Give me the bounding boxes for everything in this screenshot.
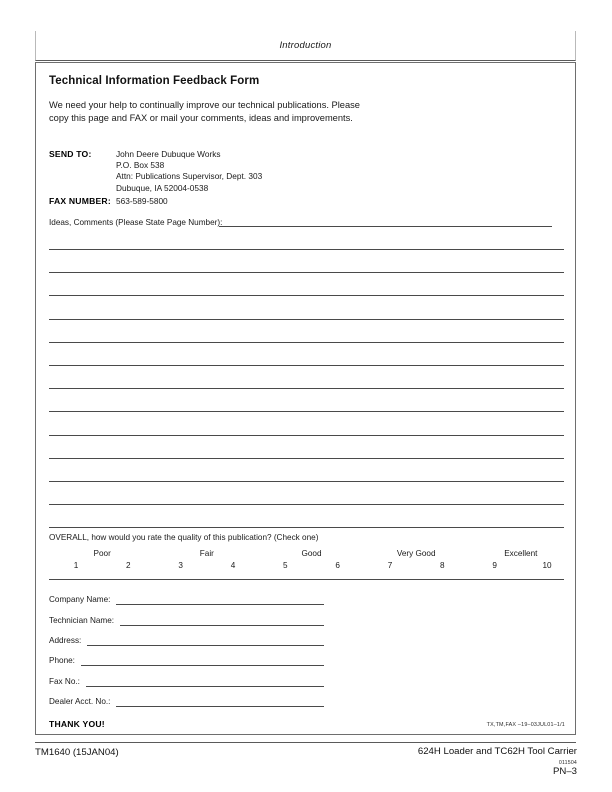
- rating-number-7[interactable]: 7: [387, 561, 393, 571]
- rating-number-10[interactable]: 10: [542, 561, 552, 571]
- overall-question: OVERALL, how would you rate the quality of this publication? (Check one): [49, 533, 319, 543]
- contact-field-rule[interactable]: [116, 604, 324, 605]
- address-line: Attn: Publications Supervisor, Dept. 303: [116, 171, 263, 182]
- comment-line[interactable]: [49, 319, 564, 320]
- thank-you-text: THANK YOU!: [49, 719, 105, 730]
- send-to-label: SEND TO:: [49, 149, 92, 159]
- comment-line[interactable]: [49, 435, 564, 436]
- ideas-comments-input-rule[interactable]: [219, 226, 552, 227]
- rating-number-8[interactable]: 8: [440, 561, 445, 571]
- footer-manual-number: TM1640 (15JAN04): [35, 747, 119, 758]
- contact-field-rule[interactable]: [81, 665, 324, 666]
- rating-number-5[interactable]: 5: [283, 561, 288, 571]
- comment-line[interactable]: [49, 272, 564, 273]
- fax-number-value: 563-589-5800: [116, 196, 168, 206]
- contact-field-label: Phone:: [49, 656, 75, 666]
- overall-section-divider-bottom: [49, 579, 564, 580]
- form-document-code: TX,TM,FAX –19–03JUL01–1/1: [486, 722, 565, 728]
- comment-line[interactable]: [49, 249, 564, 250]
- ideas-comments-label: Ideas, Comments (Please State Page Number):: [49, 218, 223, 227]
- running-head: [35, 31, 576, 61]
- rating-label-very-good: Very Good: [396, 549, 436, 559]
- feedback-form-box: [35, 62, 576, 735]
- contact-field-label: Fax No.:: [49, 676, 80, 686]
- rating-label-excellent: Excellent: [504, 549, 538, 559]
- contact-field-label: Company Name:: [49, 595, 111, 605]
- address-line: Dubuque, IA 52004-0538: [116, 182, 209, 193]
- rating-number-3[interactable]: 3: [178, 561, 183, 571]
- comment-line[interactable]: [49, 365, 564, 366]
- send-to-address: [116, 149, 262, 194]
- comment-line[interactable]: [49, 458, 564, 459]
- footer-divider: [35, 742, 576, 743]
- contact-field-rule[interactable]: [86, 686, 324, 687]
- rating-label-poor: Poor: [93, 549, 111, 559]
- contact-field-label: Dealer Acct. No.:: [49, 696, 111, 706]
- running-head-title: Introduction: [279, 40, 332, 51]
- rating-number-2[interactable]: 2: [126, 561, 131, 571]
- comment-line[interactable]: [49, 481, 564, 482]
- fax-number-label: FAX NUMBER:: [49, 196, 111, 206]
- rating-scale: [49, 549, 564, 579]
- contact-field-rule[interactable]: [120, 625, 324, 626]
- address-line: John Deere Dubuque Works: [116, 149, 221, 159]
- rating-number-4[interactable]: 4: [230, 561, 236, 571]
- comment-line[interactable]: [49, 411, 564, 412]
- form-title: Technical Information Feedback Form: [49, 75, 260, 87]
- footer-page-number: PN–3: [553, 766, 577, 777]
- comment-line[interactable]: [49, 504, 564, 505]
- comment-line[interactable]: [49, 342, 564, 343]
- contact-field-label: Address:: [49, 636, 82, 645]
- rating-number-6[interactable]: 6: [335, 561, 340, 571]
- rating-label-good: Good: [301, 549, 322, 559]
- rating-label-fair: Fair: [199, 549, 214, 559]
- comment-line[interactable]: [49, 295, 564, 296]
- contact-field-rule[interactable]: [87, 645, 324, 646]
- comment-line[interactable]: [49, 388, 564, 389]
- overall-section-divider-top: [49, 527, 564, 528]
- rating-number-9[interactable]: 9: [492, 561, 497, 571]
- contact-field-label: Technician Name:: [49, 615, 115, 625]
- address-line: P.O. Box 538: [116, 160, 165, 171]
- footer-revision-code: 011504: [558, 760, 577, 766]
- contact-field-rule[interactable]: [116, 706, 324, 707]
- footer-machine-title: 624H Loader and TC62H Tool Carrier: [417, 746, 577, 757]
- rating-number-1[interactable]: 1: [73, 561, 79, 571]
- form-intro-text: We need your help to continually improve our technical publications. Please copy this page and FAX or mail your comments, ideas and improvements.: [49, 100, 360, 124]
